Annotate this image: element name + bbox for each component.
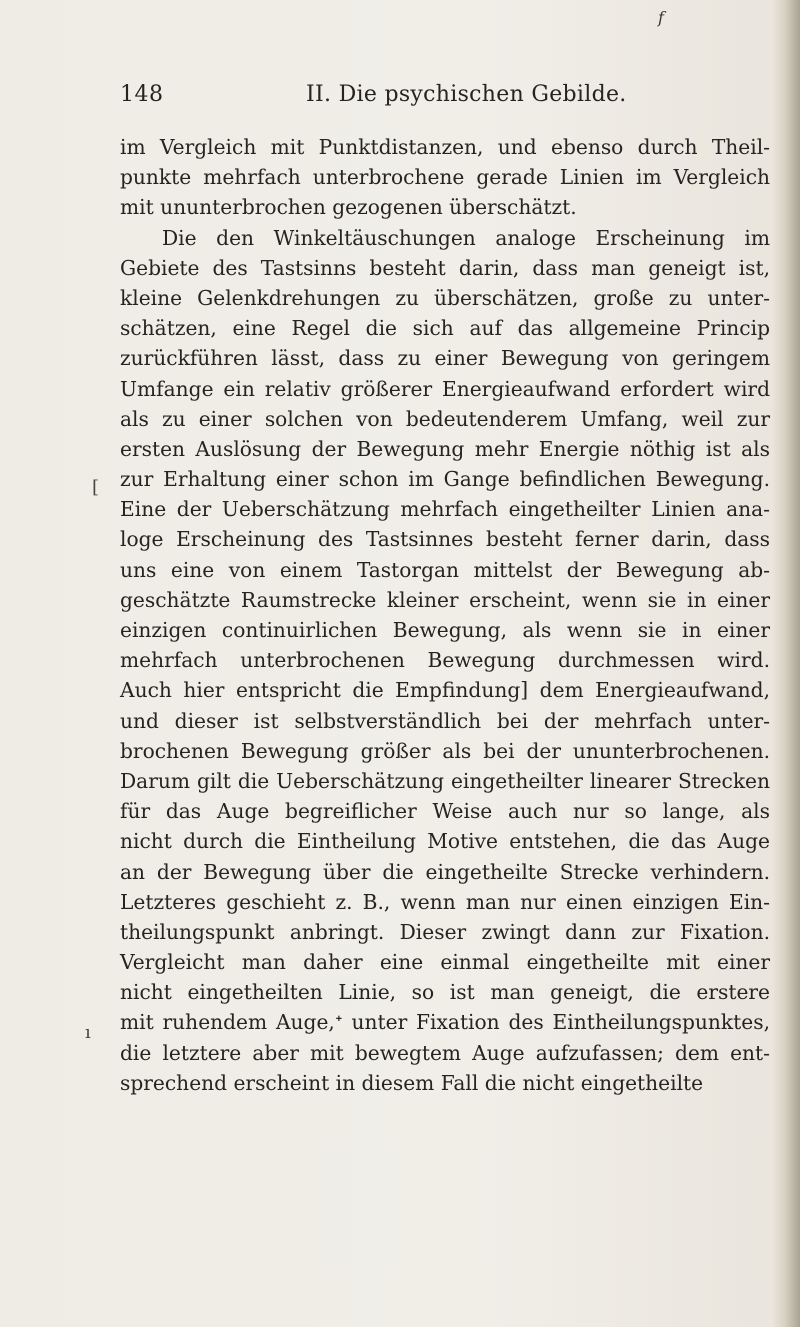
text-line: ersten Auslösung der Bewegung mehr Energie nöthig ist als [120,436,770,461]
margin-bracket-mark: [ [92,477,100,498]
text-line: die letztere aber mit bewegtem Auge aufzufassen; dem ent- [120,1040,770,1065]
page-number: 148 [120,82,164,107]
text-line: Die den Winkeltäuschungen analoge Erscheinung im [162,225,770,250]
text-line: an der Bewegung über die eingetheilte Strecke verhindern. [120,859,770,884]
text-line: Darum gilt die Ueberschätzung eingetheilter linearer Strecken [120,768,770,793]
text-line: sprechend erscheint in diesem Fall die nicht eingetheilte [120,1070,704,1095]
text-line: mit ununterbrochen gezogenen überschätzt. [120,195,577,220]
text-line: brochenen Bewegung größer als bei der ununterbrochenen. [120,738,770,763]
page-header [120,82,770,118]
text-line: zur Erhaltung einer schon im Gange befindlichen Bewegung. [120,467,770,492]
text-line: mehrfach unterbrochenen Bewegung durchmessen wird. [120,648,770,673]
text-line: punkte mehrfach unterbrochene gerade Linien im Vergleich [120,165,770,190]
margin-l-mark: ı [85,1022,91,1043]
text-line: schätzen, eine Regel die sich auf das allgemeine Princip [120,316,770,341]
text-line: einzigen continuirlichen Bewegung, als wenn sie in einer [120,618,770,642]
text-line: im Vergleich mit Punktdistanzen, und ebenso durch Theil- [120,135,770,159]
text-line: Umfange ein relativ größerer Energieaufwand erfordert wird [120,376,770,401]
text-line: geschätzte Raumstrecke kleiner erscheint, wenn sie in einer [120,587,770,612]
text-line: Letzteres geschieht z. B., wenn man nur einen einzigen Ein- [120,889,770,914]
text-line: kleine Gelenkdrehungen zu überschätzen, große zu unter- [120,285,770,310]
text-line: loge Erscheinung des Tastsinnes besteht ferner darin, dass [120,527,770,552]
text-line: Vergleicht man daher eine einmal eingetheilte mit einer [120,950,770,975]
text-line: uns eine von einem Tastorgan mittelst der Bewegung ab- [120,557,770,582]
text-line: zurückführen lässt, dass zu einer Bewegung von geringem [120,346,770,371]
page-edge-shadow [772,0,800,1327]
text-line: theilungspunkt anbringt. Dieser zwingt dann zur Fixation. [120,919,770,944]
text-line: als zu einer solchen von bedeutenderem Umfang, weil zur [120,406,770,431]
text-line: mit ruhendem Auge,ᐩ unter Fixation des Eintheilungspunktes, [120,1010,770,1035]
running-head: II. Die psychischen Gebilde. [306,82,627,107]
text-line: Gebiete des Tastsinns besteht darin, dass man geneigt ist, [120,255,770,280]
body-text [120,132,770,1098]
text-line: nicht durch die Eintheilung Motive entstehen, die das Auge [120,829,770,854]
stray-mark: f [658,8,664,27]
text-line: Auch hier entspricht die Empfindung] dem Energieaufwand, [120,678,770,703]
text-line: Eine der Ueberschätzung mehrfach eingetheilter Linien ana- [120,497,770,522]
text-line: und dieser ist selbstverständlich bei der mehrfach unter- [120,708,770,733]
text-line: für das Auge begreiflicher Weise auch nur so lange, als [120,799,770,824]
text-line: nicht eingetheilten Linie, so ist man geneigt, die erstere [120,980,770,1005]
